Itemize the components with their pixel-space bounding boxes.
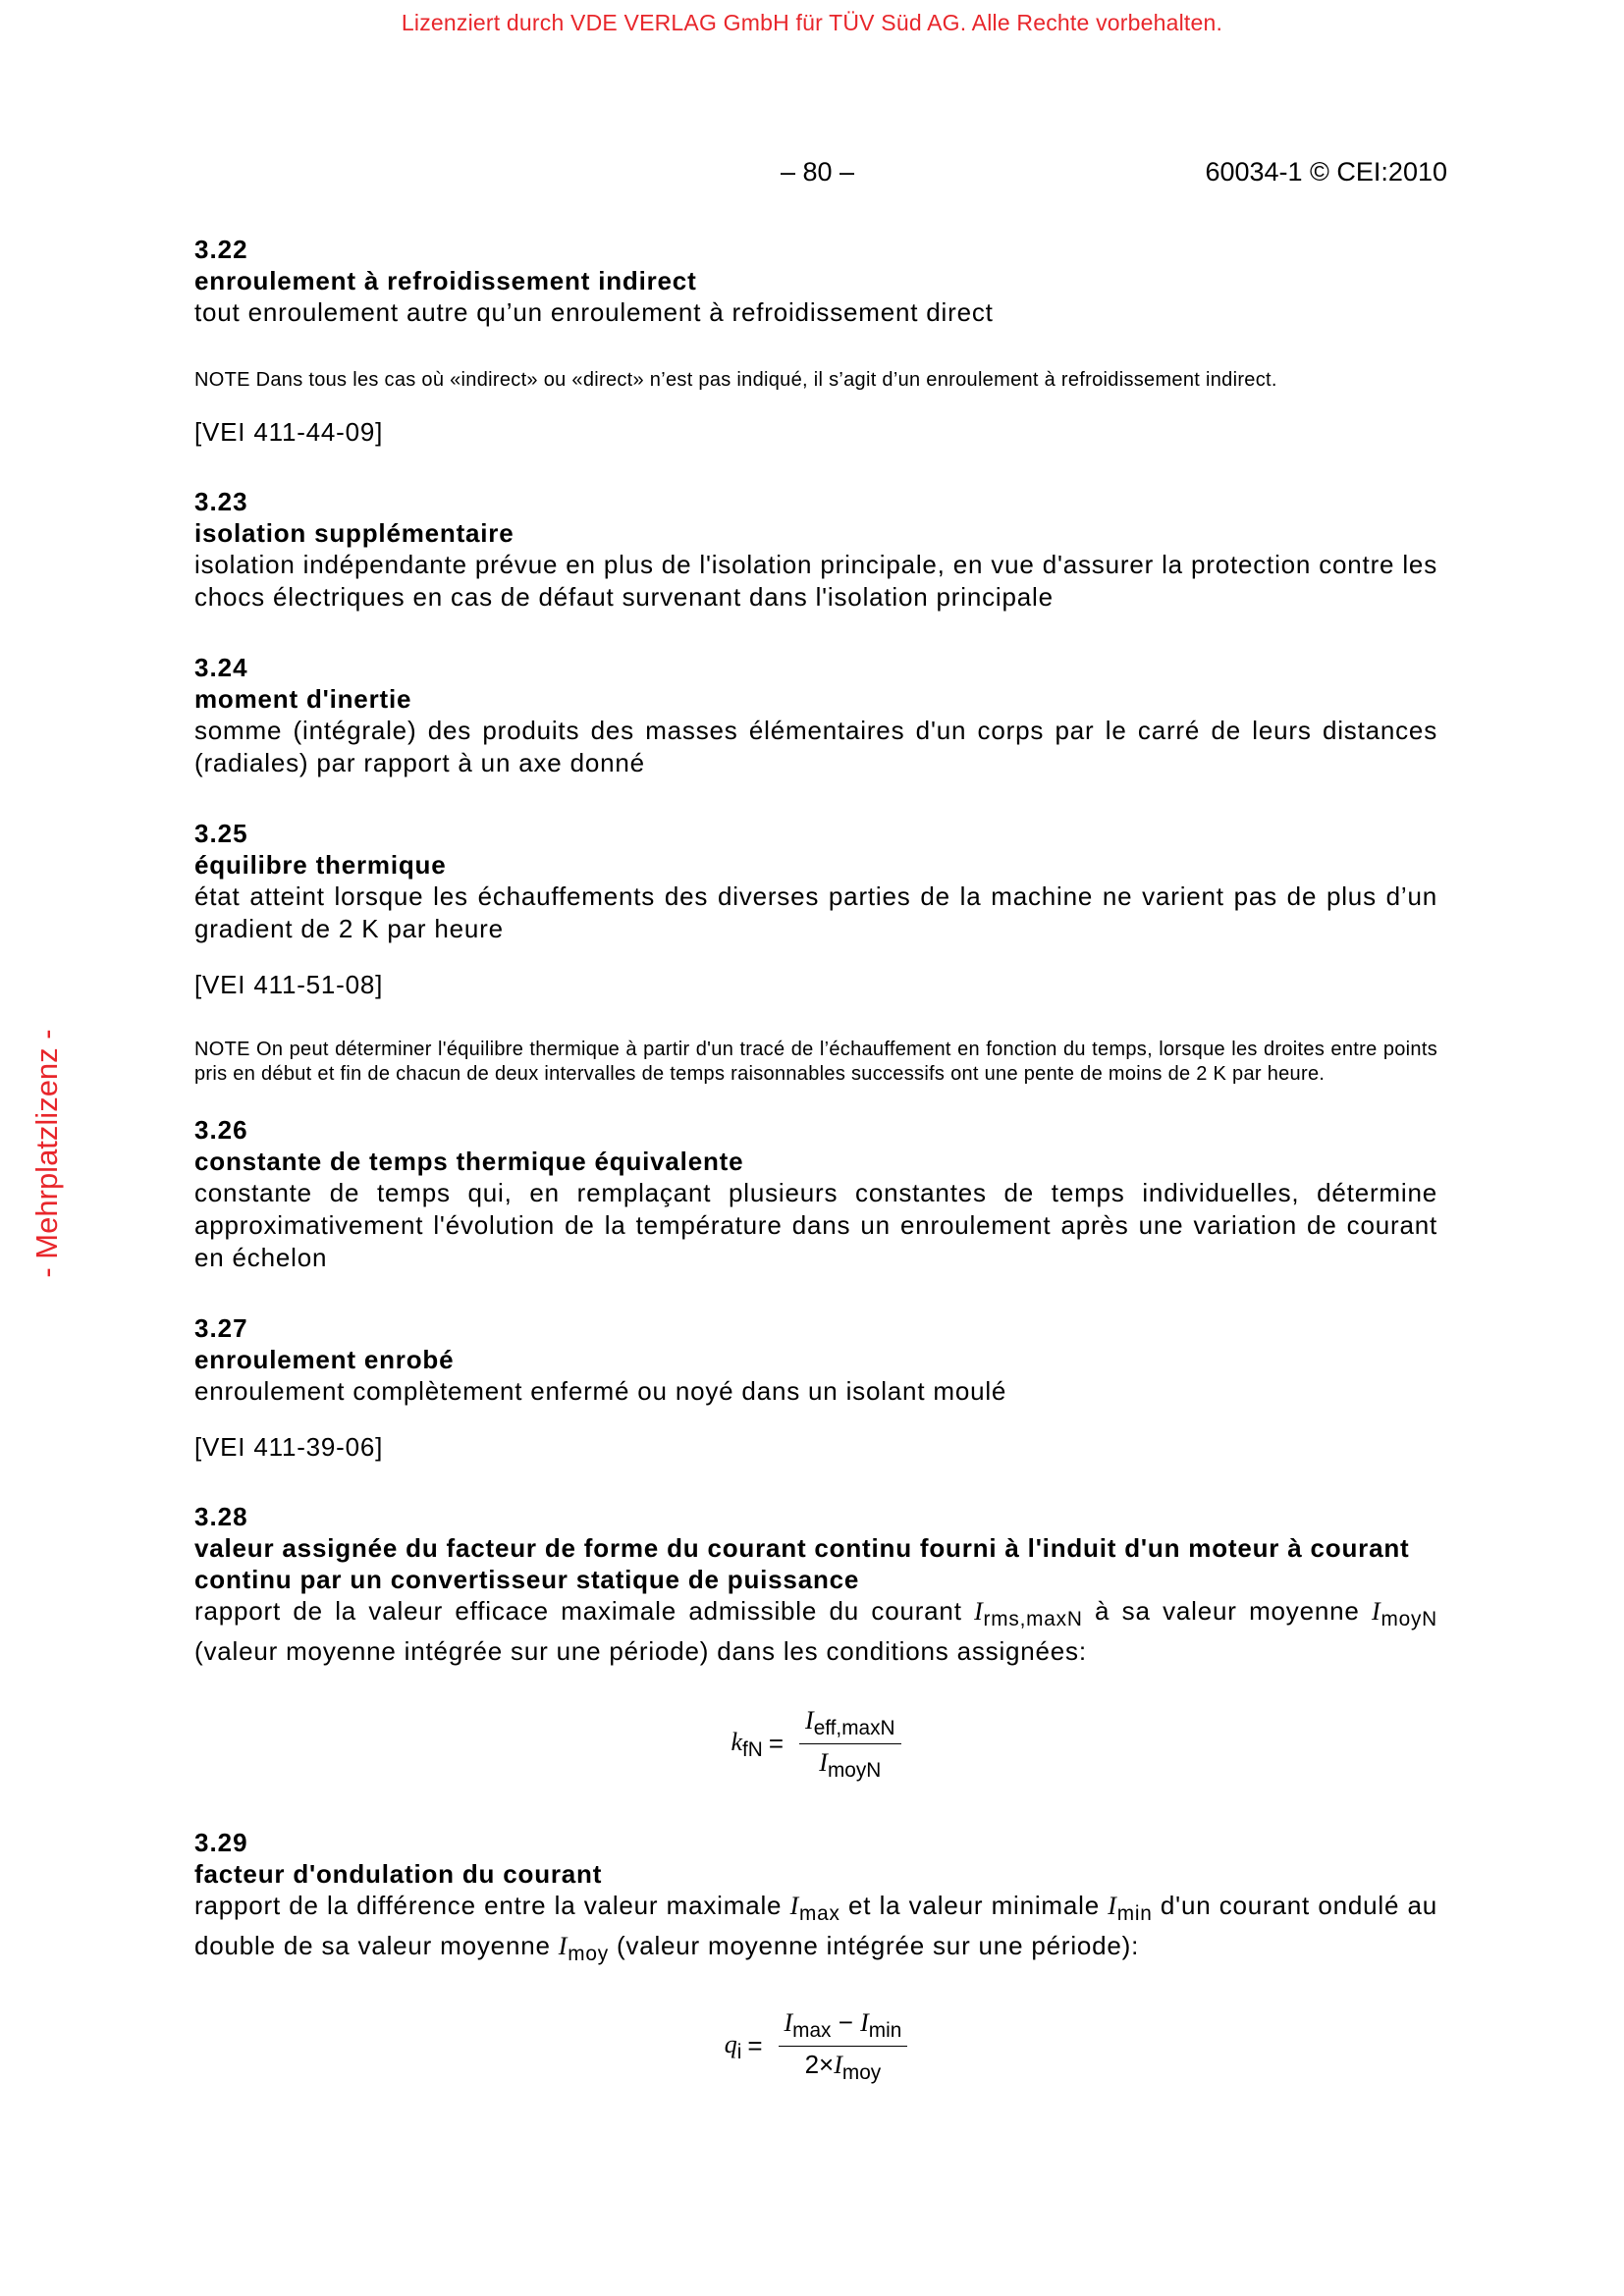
def-text: rapport de la différence entre la valeur maximale (194, 1890, 790, 1920)
section-definition: tout enroulement autre qu’un enroulement à refroidissement direct (194, 297, 994, 327)
section-reference: [VEI 411-39-06] (194, 1432, 384, 1462)
section-term: constante de temps thermique équivalente (194, 1147, 744, 1176)
section-number: 3.22 (194, 235, 248, 264)
section-number: 3.27 (194, 1313, 248, 1343)
current-symbol: I (1372, 1597, 1381, 1626)
document-body (194, 234, 1437, 2085)
section-term: valeur assignée du facteur de forme du courant continu fourni à l'induit d'un moteur à courant continu par un convertisseur statique de puissance (194, 1533, 1410, 1594)
section-3-29 (194, 1827, 1437, 2086)
current-subscript: rms,maxN (983, 1608, 1083, 1631)
current-symbol: I (789, 1891, 800, 1920)
standard-reference: 60034-1 © CEI:2010 (1205, 157, 1447, 187)
section-definition (194, 1595, 1437, 1668)
formula-minus: − (831, 2006, 861, 2037)
section-3-26 (194, 1114, 1437, 1274)
current-subscript: moy (568, 1942, 609, 1965)
section-term: isolation supplémentaire (194, 518, 514, 548)
def-text: et la valeur minimale (839, 1890, 1109, 1920)
section-reference: [VEI 411-44-09] (194, 417, 384, 447)
formula-form-factor (194, 1705, 1437, 1783)
license-banner: Lizenziert durch VDE VERLAG GmbH für TÜV Süd AG. Alle Rechte vorbehalten. (401, 10, 1223, 35)
def-text: (valeur moyenne intégrée sur une période) dans les conditions assignées: (194, 1636, 1087, 1667)
section-3-27 (194, 1312, 1437, 1463)
formula-symbol: I (784, 2007, 793, 2037)
section-definition: isolation indépendante prévue en plus de l'isolation principale, en vue d'assurer la protection contre les chocs électriques en cas de défaut survenant dans l'isolation principale (194, 550, 1437, 612)
formula-subscript: moyN (827, 1759, 882, 1783)
side-license-label: - Mehrplatzlizenz - (29, 1029, 64, 1278)
section-number: 3.23 (194, 487, 248, 516)
formula-lhs (731, 1727, 762, 1762)
formula-symbol: q (724, 2029, 737, 2058)
section-definition: enroulement complètement enfermé ou noyé dans un isolant moulé (194, 1376, 1007, 1406)
section-term: équilibre thermique (194, 850, 447, 880)
section-definition (194, 1890, 1437, 1970)
current-subscript: max (799, 1901, 840, 1925)
formula-denominator (813, 1744, 887, 1783)
section-term: enroulement enrobé (194, 1345, 455, 1374)
def-text: d'un courant ondulé au double de sa valeur moyenne (194, 1890, 1437, 1960)
current-symbol: I (1108, 1891, 1117, 1920)
section-definition: état atteint lorsque les échauffements des diverses parties de la machine ne varient pas de plus d’un gradient de 2 K par heure (194, 881, 1437, 943)
section-definition: somme (intégrale) des produits des masses élémentaires d'un corps par le carré de leurs distances (radiales) par rapport à un axe donné (194, 716, 1437, 777)
section-number: 3.28 (194, 1502, 248, 1531)
current-subscript: moyN (1380, 1608, 1437, 1631)
section-number: 3.29 (194, 1827, 248, 1857)
def-text: (valeur moyenne intégrée sur une période): (608, 1930, 1140, 1960)
section-3-22 (194, 234, 1437, 448)
formula-symbol: I (834, 2051, 842, 2080)
formula-fraction (799, 1705, 901, 1783)
formula-numerator (799, 1705, 901, 1744)
def-text: rapport de la valeur efficace maximale admissible du courant (194, 1596, 975, 1626)
formula-subscript: min (868, 2019, 902, 2043)
formula-lhs (725, 2029, 742, 2064)
section-definition: constante de temps qui, en remplaçant plusieurs constantes de temps individuelles, détermine approximativement l'évolution de la température dans un enroulement après une variation de courant en échelon (194, 1178, 1437, 1272)
section-3-28 (194, 1501, 1437, 1784)
section-term: moment d'inertie (194, 684, 412, 714)
formula-symbol: I (819, 1748, 828, 1778)
formula-fraction (779, 2007, 908, 2085)
formula-ripple-factor (194, 2007, 1437, 2085)
formula-symbol: I (805, 1706, 814, 1735)
formula-subscript: max (792, 2019, 832, 2043)
formula-equals: = (747, 2031, 763, 2061)
current-subscript: min (1116, 1901, 1153, 1925)
page-number: – 80 – (781, 157, 855, 187)
current-symbol: I (974, 1597, 984, 1626)
section-number: 3.25 (194, 819, 248, 848)
def-text: à sa valeur moyenne (1082, 1596, 1372, 1626)
section-reference: [VEI 411-51-08] (194, 970, 384, 999)
formula-numerator (779, 2007, 908, 2047)
current-symbol: I (558, 1931, 568, 1960)
section-3-24 (194, 652, 1437, 779)
formula-symbol: k (731, 1727, 743, 1756)
section-note: NOTE Dans tous les cas où «indirect» ou «direct» n’est pas indiqué, il s’agit d’un enroulement à refroidissement indirect. (194, 369, 1277, 391)
formula-denominator (799, 2047, 888, 2085)
formula-factor: 2× (804, 2050, 835, 2080)
section-term: facteur d'ondulation du courant (194, 1858, 603, 1889)
formula-subscript: fN (742, 1737, 763, 1761)
section-number: 3.24 (194, 653, 248, 682)
formula-equals: = (768, 1729, 785, 1759)
formula-symbol: I (860, 2007, 869, 2037)
section-3-25 (194, 818, 1437, 1087)
formula-subscript: i (736, 2040, 742, 2063)
section-3-23 (194, 486, 1437, 614)
section-note: NOTE On peut déterminer l'équilibre thermique à partir d'un tracé de l’échauffement en fonction du temps, lorsque les droites entre points pris en début et fin de chacun de deux intervalles de temps raisonnables successifs ont une pente de moins de 2 K par heure. (194, 1039, 1437, 1085)
formula-subscript: eff,maxN (813, 1717, 895, 1740)
formula-subscript: moy (841, 2061, 882, 2085)
section-term: enroulement à refroidissement indirect (194, 266, 697, 295)
section-number: 3.26 (194, 1115, 248, 1145)
